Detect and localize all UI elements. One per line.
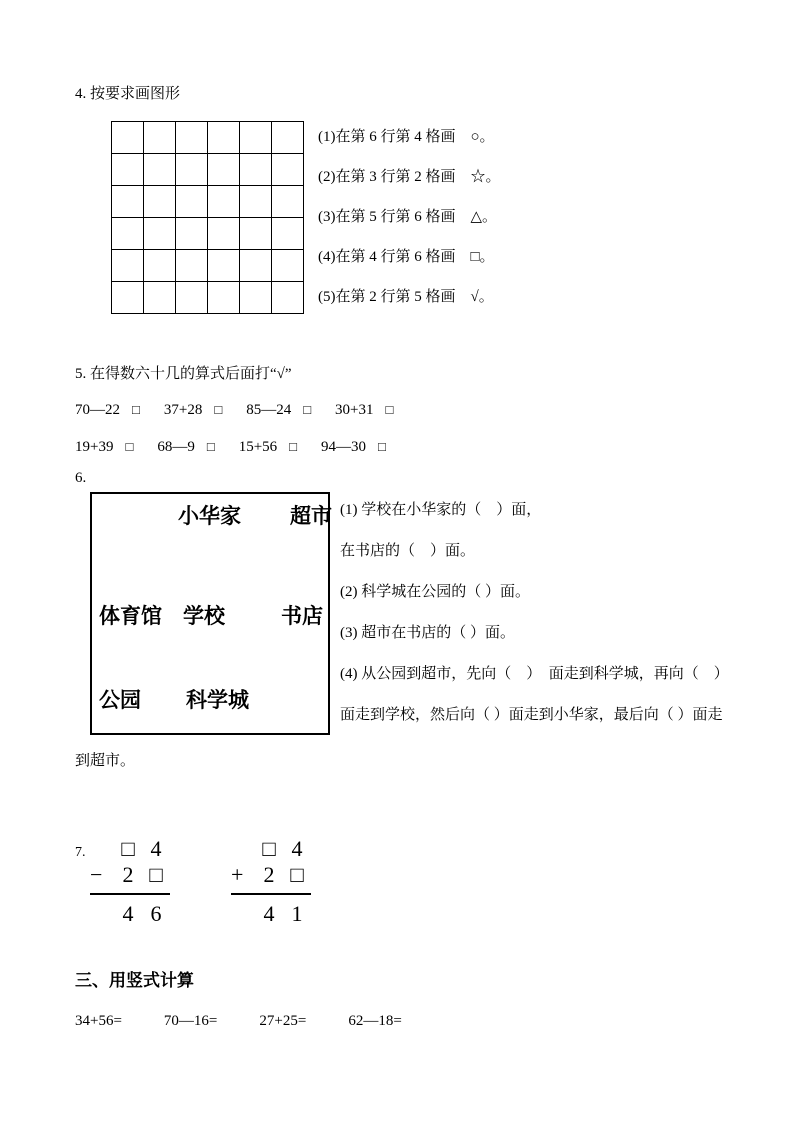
operator: + (231, 862, 244, 887)
map-label-bookstore: 书店 (281, 605, 323, 628)
answer-box: □ (125, 439, 134, 454)
calc-expression: 30+31 (335, 402, 374, 418)
question-line: (3) 超市在书店的（ ）面。 (340, 625, 515, 641)
grid-cell (240, 122, 272, 154)
calc-expression: 68—9 (157, 439, 195, 455)
question-line: 在书店的（ ）面。 (340, 543, 476, 559)
map-box (90, 492, 330, 735)
grid-cell (208, 154, 240, 186)
vertical-result-row (231, 895, 311, 927)
answer-box: □ (289, 439, 298, 454)
digit: □ (149, 862, 163, 887)
digit: 4 (263, 901, 275, 926)
section6-questions (340, 500, 740, 746)
grid-cell (112, 282, 144, 314)
grid-cell (208, 282, 240, 314)
grid-cell (272, 250, 304, 282)
calc-expression: 62—18= (348, 1013, 402, 1029)
vertical-top-row (90, 836, 170, 862)
grid-cell (144, 122, 176, 154)
instruction-line: (5)在第 2 行第 5 格画 √。 (318, 289, 494, 305)
section-three-problems (75, 1013, 402, 1030)
grid-cell (240, 250, 272, 282)
calc-item (246, 402, 311, 419)
vertical-problem-2 (231, 836, 311, 927)
section-three-heading: 三、用竖式计算 (75, 971, 194, 990)
grid-cell (112, 218, 144, 250)
grid-cell (144, 186, 176, 218)
answer-box: □ (385, 402, 394, 417)
digit: 4 (150, 836, 162, 861)
map-label-science-city: 科学城 (186, 689, 249, 712)
calc-item (321, 439, 386, 456)
calc-expression: 94—30 (321, 439, 367, 455)
instruction-line: (3)在第 5 行第 6 格画 △。 (318, 209, 498, 225)
question-overflow-line: 到超市。 (75, 753, 136, 769)
section7-number: 7. (75, 845, 86, 860)
vertical-mid-row (90, 862, 170, 895)
calc-expression: 37+28 (163, 402, 203, 418)
digit: □ (121, 836, 135, 861)
digit: 4 (122, 901, 134, 926)
calc-item (164, 402, 222, 419)
operator-spacer (231, 901, 255, 927)
grid-cell (272, 186, 304, 218)
drawing-grid (111, 121, 304, 314)
answer-box: □ (206, 439, 215, 454)
calc-expression: 70—22 (75, 402, 120, 418)
grid-cell (176, 218, 208, 250)
answer-box: □ (303, 402, 312, 417)
grid-cell (240, 282, 272, 314)
question-line: (2) 科学城在公园的（ ）面。 (340, 584, 530, 600)
calc-expression: 19+39 (75, 439, 114, 455)
grid-cell (272, 122, 304, 154)
operator-spacer (231, 836, 255, 862)
grid-cell (176, 282, 208, 314)
grid-cell (272, 154, 304, 186)
section5-heading: 5. 在得数六十几的算式后面打“√” (75, 366, 292, 382)
section6-number: 6. (75, 470, 87, 486)
instruction-line: (4)在第 4 行第 6 格画 □。 (318, 249, 495, 265)
grid-cell (176, 250, 208, 282)
calc-item (335, 402, 393, 419)
answer-box: □ (378, 439, 386, 454)
question-line: (1) 学校在小华家的（ ）面， (340, 502, 542, 518)
grid-cell (112, 154, 144, 186)
grid-cell (272, 282, 304, 314)
section4-heading: 4. 按要求画图形 (75, 86, 181, 102)
vertical-problem-1 (90, 836, 170, 927)
vertical-mid-row (231, 862, 311, 895)
digit: 2 (263, 862, 275, 887)
operator-spacer (90, 836, 114, 862)
grid-cell (272, 218, 304, 250)
operator: − (90, 862, 103, 887)
grid-cell (176, 122, 208, 154)
calc-item (157, 439, 214, 456)
map-label-xiaohua-home: 小华家 (178, 505, 241, 528)
grid-cell (112, 122, 144, 154)
calc-expression: 34+56= (75, 1013, 122, 1029)
calc-item (75, 439, 133, 456)
grid-cell (208, 186, 240, 218)
grid-cell (144, 154, 176, 186)
grid-cell (208, 250, 240, 282)
map-label-supermarket: 超市 (290, 505, 332, 528)
digit: □ (290, 862, 304, 887)
grid-cell (240, 218, 272, 250)
calc-item (75, 402, 140, 419)
digit: 6 (150, 901, 162, 926)
grid-cell (112, 250, 144, 282)
grid-cell (208, 122, 240, 154)
digit: 2 (122, 862, 134, 887)
operator-spacer (90, 901, 114, 927)
question-line: (4) 从公园到超市，先向（ ） 面走到科学城，再向（ ） (340, 666, 729, 682)
grid-cell (112, 186, 144, 218)
calc-expression: 15+56 (238, 439, 278, 455)
map-label-park: 公园 (99, 689, 141, 712)
digit: 1 (291, 901, 303, 926)
digit: 4 (291, 836, 303, 861)
answer-box: □ (132, 402, 140, 417)
grid-cell (176, 154, 208, 186)
map-label-gym: 体育馆 (99, 605, 162, 628)
map-label-school: 学校 (183, 605, 225, 628)
calc-expression: 27+25= (259, 1013, 307, 1029)
vertical-top-row (231, 836, 311, 862)
section4-instructions (318, 127, 501, 327)
calc-item (239, 439, 297, 456)
question-line: 面走到学校，然后向（ ）面走到小华家，最后向（ ）面走 (340, 707, 723, 723)
instruction-line: (1)在第 6 行第 4 格画 ○。 (318, 129, 495, 145)
section5-row1 (75, 402, 393, 419)
section5-row2 (75, 439, 386, 456)
calc-expression: 85—24 (246, 402, 292, 418)
grid-cell (144, 282, 176, 314)
grid-cell (176, 186, 208, 218)
grid-cell (144, 250, 176, 282)
instruction-line: (2)在第 3 行第 2 格画 ☆。 (318, 169, 501, 185)
grid-cell (240, 186, 272, 218)
grid-cell (240, 154, 272, 186)
grid-cell (208, 218, 240, 250)
answer-box: □ (214, 402, 223, 417)
grid-cell (144, 218, 176, 250)
digit: □ (262, 836, 276, 861)
vertical-result-row (90, 895, 170, 927)
calc-expression: 70—16= (163, 1013, 218, 1029)
